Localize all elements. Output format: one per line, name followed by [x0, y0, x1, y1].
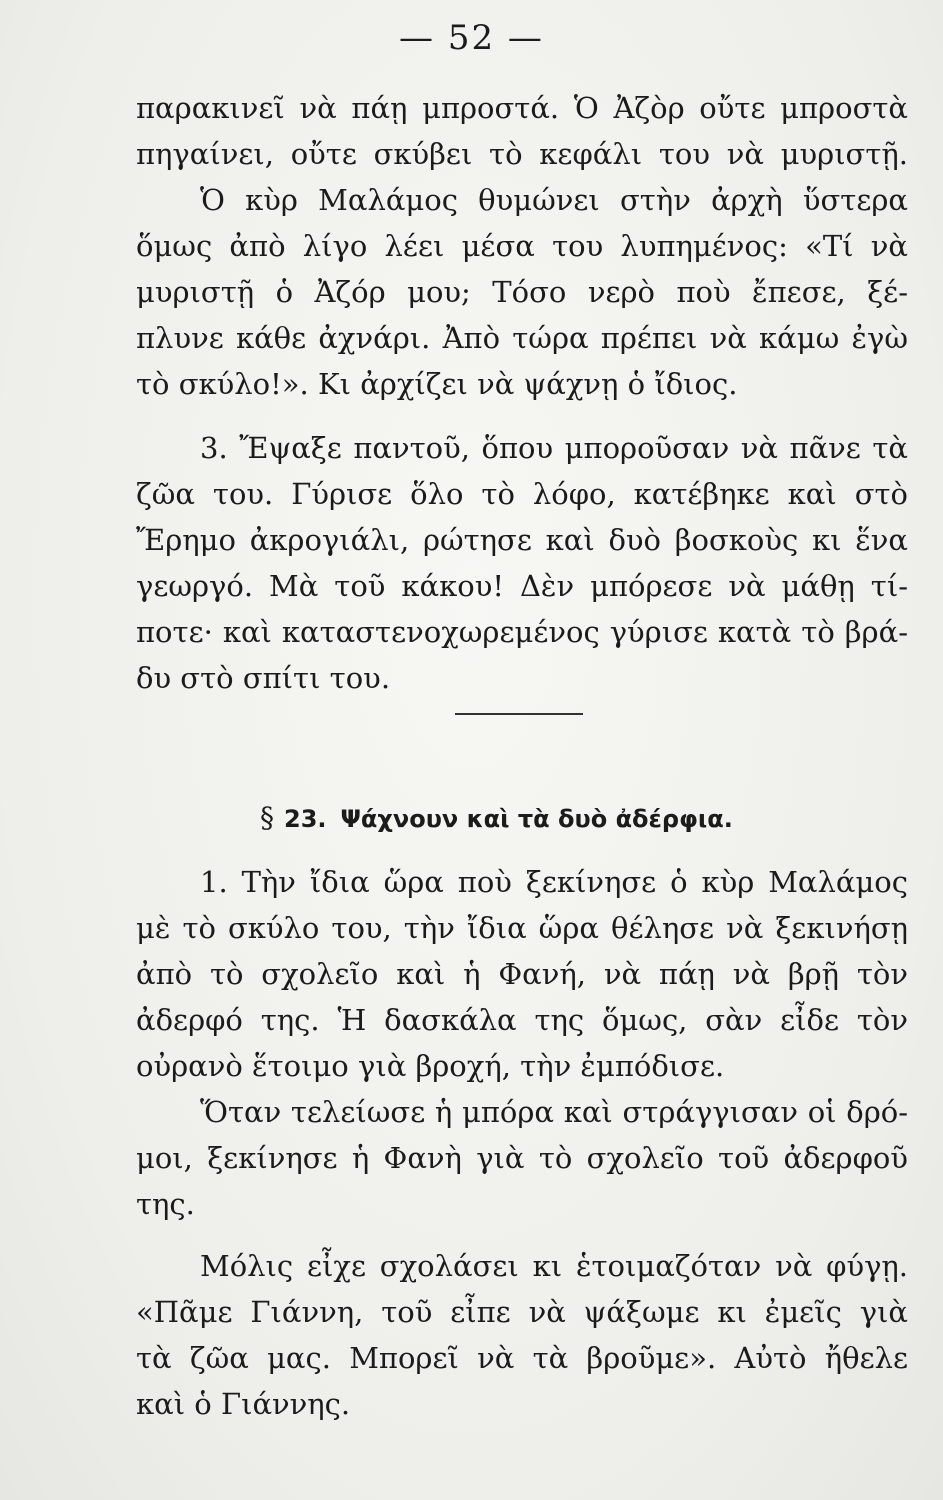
text-line: ποτε· καὶ καταστενοχωρεμένος γύρισε κατὰ τὸ βρά- — [136, 615, 908, 649]
section-divider — [455, 713, 583, 715]
section-title: Ψάχνουν καὶ τὰ δυὸ ἀδέρφια. — [340, 805, 733, 833]
text-line: Ὅταν τελείωσε ἡ μπόρα καὶ στράγγισαν οἱ δρό- — [200, 1095, 908, 1129]
section-number: 23. — [284, 805, 327, 833]
text-line: Ἔρημο ἀκρογιάλι, ρώτησε καὶ δυὸ βοσκοὺς κι ἕνα — [136, 523, 908, 557]
text-line: ὅμως ἀπὸ λίγο λέει μέσα του λυπημένος: «Τί νὰ — [136, 229, 908, 263]
text-line: Ὁ κὺρ Μαλάμος θυμώνει στὴν ἀρχὴ ὕστερα — [200, 183, 908, 217]
text-line: Μόλις εἶχε σχολάσει κι ἑτοιμαζόταν νὰ φύγῃ. — [200, 1249, 908, 1283]
text-line: τὰ ζῶα μας. Μπορεῖ νὰ τὰ βροῦμε». Αὐτὸ ἤθελε — [136, 1341, 908, 1375]
page-number: — 52 — — [399, 18, 544, 58]
text-line: πλυνε κάθε ἀχνάρι. Ἀπὸ τώρα πρέπει νὰ κάμω ἐγὼ — [136, 321, 908, 355]
text-line: 3. Ἔψαξε παντοῦ, ὅπου μποροῦσαν νὰ πᾶνε τὰ — [200, 431, 908, 465]
section-heading — [260, 798, 733, 839]
text-line: καὶ ὁ Γιάννης. — [136, 1387, 351, 1421]
text-line: μὲ τὸ σκύλο του, τὴν ἴδια ὥρα θέλησε νὰ ξεκινήσῃ — [136, 911, 908, 945]
text-line: γεωργό. Μὰ τοῦ κάκου! Δὲν μπόρεσε νὰ μάθῃ τί- — [136, 569, 908, 603]
text-line: 1. Τὴν ἴδια ὥρα ποὺ ξεκίνησε ὁ κὺρ Μαλάμος — [200, 865, 908, 899]
text-line: της. — [136, 1187, 195, 1221]
text-line: μυριστῇ ὁ Ἀζόρ μου; Τόσο νερὸ ποὺ ἔπεσε, ξέ- — [136, 275, 908, 309]
text-line: ἀδερφό της. Ἡ δασκάλα της ὅμως, σὰν εἶδε τὸν — [136, 1003, 908, 1037]
text-line: οὐρανὸ ἕτοιμο γιὰ βροχή, τὴν ἐμπόδισε. — [136, 1049, 725, 1083]
text-line: πηγαίνει, οὔτε σκύβει τὸ κεφάλι του νὰ μυριστῇ. — [136, 137, 908, 171]
section-symbol: § — [260, 801, 274, 834]
text-line: «Πᾶμε Γιάννη, τοῦ εἶπε νὰ ψάξωμε κι ἐμεῖς γιὰ — [136, 1295, 908, 1329]
text-line: παρακινεῖ νὰ πάῃ μπροστά. Ὁ Ἀζὸρ οὔτε μπροστὰ — [136, 91, 908, 125]
text-line: τὸ σκύλο!». Κι ἀρχίζει νὰ ψάχνῃ ὁ ἴδιος. — [136, 367, 738, 401]
text-line: μοι, ξεκίνησε ἡ Φανὴ γιὰ τὸ σχολεῖο τοῦ ἀδερφοῦ — [136, 1141, 908, 1175]
text-line: δυ στὸ σπίτι του. — [136, 661, 391, 695]
text-line: ἀπὸ τὸ σχολεῖο καὶ ἡ Φανή, νὰ πάῃ νὰ βρῇ τὸν — [136, 957, 908, 991]
text-line: ζῶα του. Γύρισε ὅλο τὸ λόφο, κατέβηκε καὶ στὸ — [136, 477, 908, 511]
